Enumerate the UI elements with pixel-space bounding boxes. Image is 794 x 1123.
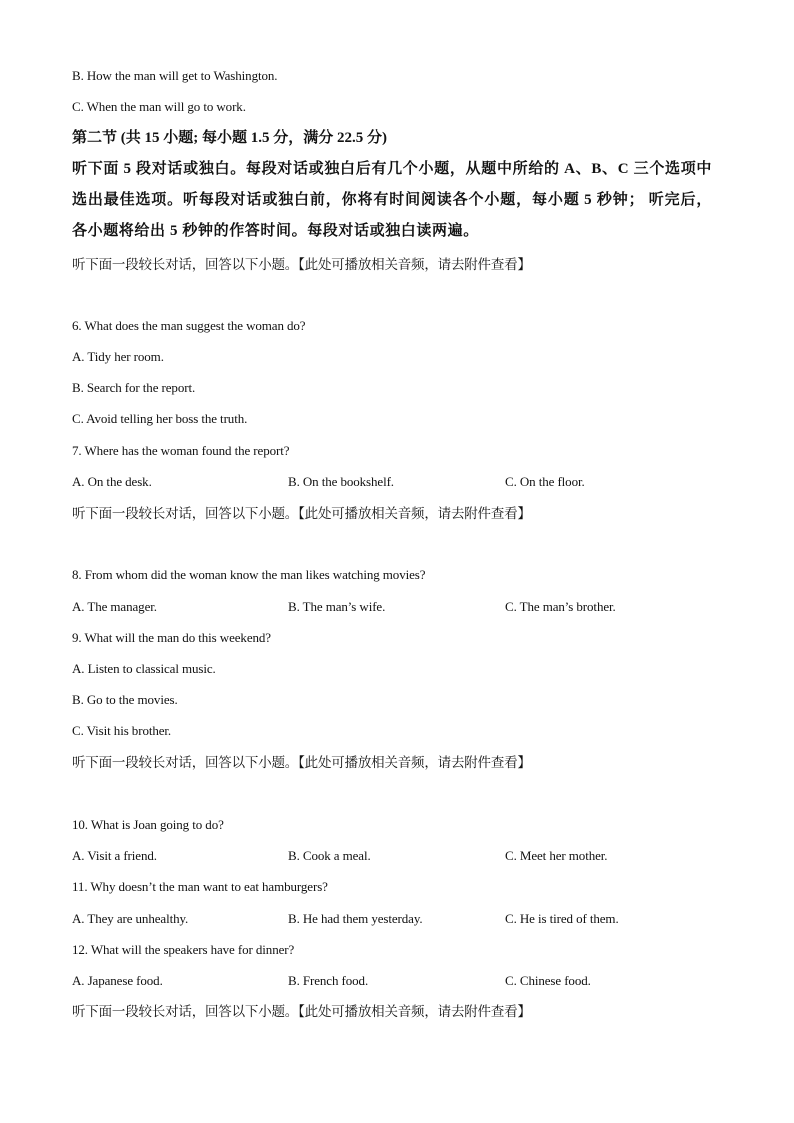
question-stem: 11. Why doesn’t the man want to eat hamburgers? (72, 879, 328, 894)
option-c: C. Meet her mother. (505, 848, 608, 863)
option-b: B. On the bookshelf. (288, 474, 394, 489)
question-stem: 7. Where has the woman found the report? (72, 443, 290, 458)
option-b: B. French food. (288, 973, 369, 988)
option-a: A. On the desk. (72, 474, 152, 489)
section-title: 第二节 (共 15 小题; 每小题 1.5 分，满分 22.5 分) (72, 130, 387, 146)
audio-notice: 听下面一段较长对话，回答以下小题。【此处可播放相关音频，请去附件查看】 (72, 257, 531, 273)
option-c: C. The man’s brother. (505, 599, 616, 614)
option-b: B. Search for the report. (72, 380, 196, 395)
option-a: A. Japanese food. (72, 973, 163, 988)
option-b: B. The man’s wife. (288, 599, 386, 614)
audio-notice: 听下面一段较长对话，回答以下小题。【此处可播放相关音频，请去附件查看】 (72, 506, 531, 522)
option-c: C. Avoid telling her boss the truth. (72, 411, 248, 426)
option-b: B. He had them yesterday. (288, 911, 423, 926)
option-a: A. Listen to classical music. (72, 661, 216, 676)
question-5-option-c: C. When the man will go to work. (72, 99, 246, 114)
section-instructions: 听下面 5 段对话或独白。每段对话或独白后有几个小题，从题中所给的 A、B、C 三个选项中选出最佳选项。听每段对话或独白前，你将有时间阅读各个小题，每小题 5 秒钟； 听完后，各小题将给出 5 秒钟的作答时间。每段对话或独白读两遍。 (72, 161, 712, 239)
audio-notice: 听下面一段较长对话，回答以下小题。【此处可播放相关音频，请去附件查看】 (72, 1004, 531, 1020)
audio-notice: 听下面一段较长对话，回答以下小题。【此处可播放相关音频，请去附件查看】 (72, 755, 531, 771)
option-c: C. Chinese food. (505, 973, 591, 988)
option-a: A. The manager. (72, 599, 157, 614)
option-a: A. Tidy her room. (72, 349, 164, 364)
question-stem: 10. What is Joan going to do? (72, 817, 224, 832)
question-stem: 8. From whom did the woman know the man likes watching movies? (72, 567, 426, 582)
option-c: C. On the floor. (505, 474, 585, 489)
question-stem: 9. What will the man do this weekend? (72, 630, 271, 645)
option-b: B. Cook a meal. (288, 848, 371, 863)
question-stem: 6. What does the man suggest the woman do? (72, 318, 306, 333)
question-5-option-b: B. How the man will get to Washington. (72, 68, 278, 83)
option-a: A. Visit a friend. (72, 848, 157, 863)
option-c: C. He is tired of them. (505, 911, 619, 926)
option-a: A. They are unhealthy. (72, 911, 189, 926)
option-c: C. Visit his brother. (72, 723, 172, 738)
option-b: B. Go to the movies. (72, 692, 178, 707)
question-stem: 12. What will the speakers have for dinner? (72, 942, 295, 957)
